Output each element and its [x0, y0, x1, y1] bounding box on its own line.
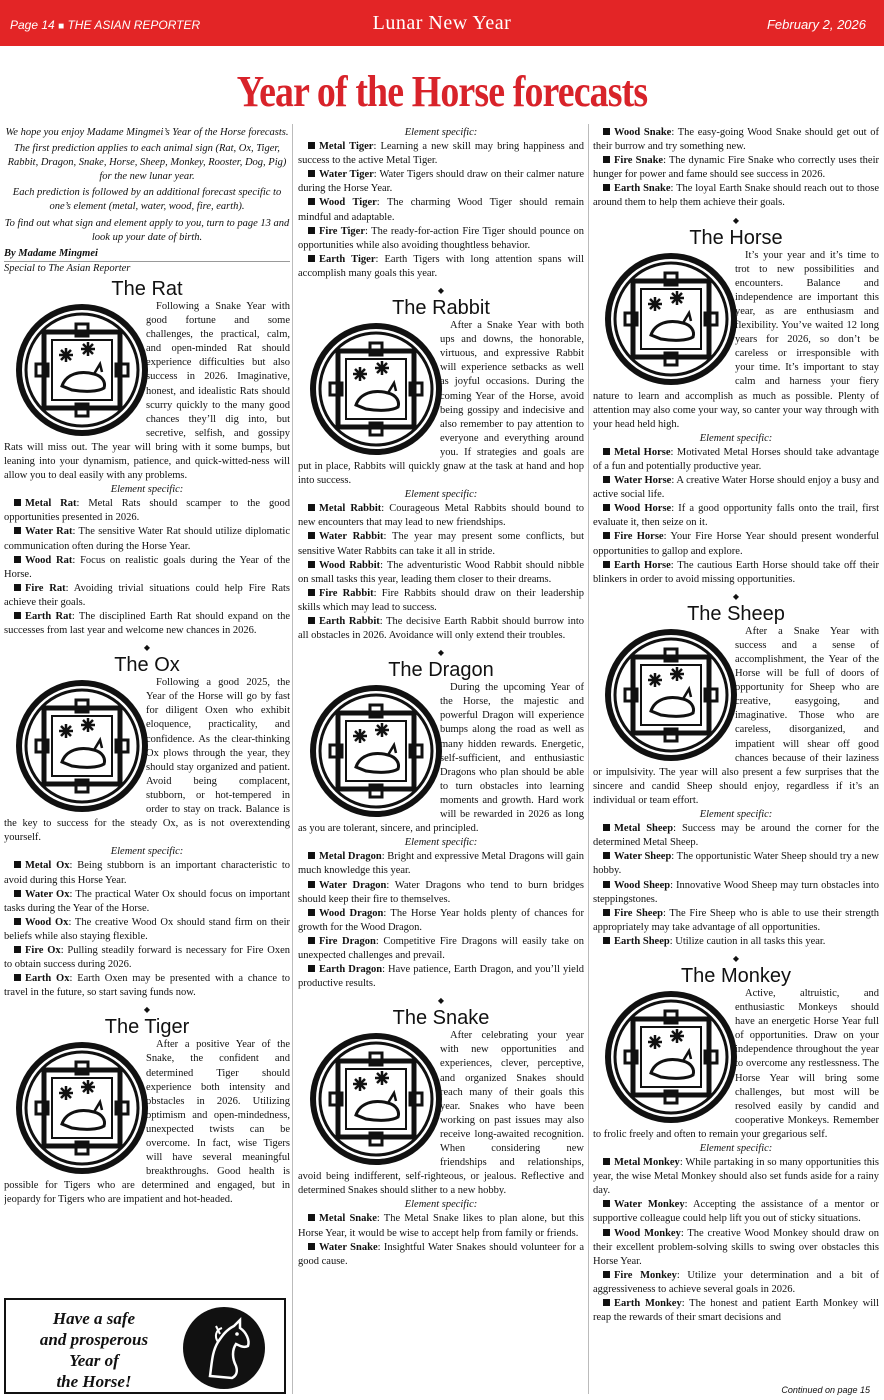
- sign-forecast: Following a Snake Year with good fortune and some challenges, the practical, calm, and open-minded Rat should experience difficulties but also success in 2026. Imaginative, honest, and idealistic Rats should scurry quickly to the many good chances they’ll dig into, but secretive, selfish, and gossipy Rats will miss out. The year will bring with it some bumps, but leaning into your dynamism, patience, and quick-witted-ness will allow you to deal easily with any problems.: [4, 300, 290, 482]
- square-bullet-icon: [603, 184, 610, 191]
- square-bullet-icon: [308, 504, 315, 511]
- divider-diamond-icon: ◆: [437, 648, 445, 658]
- ox-medallion-icon: [4, 678, 140, 814]
- dragon-medallion-icon: [298, 683, 434, 819]
- element-forecast: Water Horse: A creative Water Horse should enjoy a busy and active social life.: [593, 475, 879, 501]
- element-forecast: Earth Sheep: Utilize caution in all tasks this year.: [593, 935, 879, 949]
- square-bullet-icon: [14, 527, 21, 534]
- square-bullet-icon: [308, 227, 315, 234]
- element-forecast: Metal Horse: Motivated Metal Horses should take advantage of a fun and potentially productive year.: [593, 446, 879, 472]
- closing-box: [4, 1298, 286, 1394]
- square-bullet-icon: [308, 965, 315, 972]
- square-bullet-icon: [308, 589, 315, 596]
- element-forecast: Wood Tiger: The charming Wood Tiger should remain mindful and adaptable.: [298, 197, 584, 223]
- horse-medallion-icon: [593, 251, 729, 387]
- element-forecast: Fire Dragon: Competitive Fire Dragons will easily take on unexpected challenges and prevail.: [298, 935, 584, 961]
- sign-rat: [4, 278, 290, 638]
- sign-forecast: It’s your year and it’s time to trot to new possibilities and encounters. Balance and independence are important this year, as are enthusiasm and flexibility. You’ve waited 12 long years for 2026, so don’t be careless or irresponsible with your time. It’s important to stay calm and harness your fiery nature to learn and accomplish as much as possible. Plenty of attention may also come your way, so canter your way through with your head held high.: [593, 249, 879, 430]
- sign-tiger: [4, 1006, 290, 1207]
- square-bullet-icon: [308, 255, 315, 262]
- square-bullet-icon: [603, 1200, 610, 1207]
- sign-title: The Dragon: [388, 659, 494, 682]
- element-forecast: Metal Sheep: Success may be around the corner for the determined Metal Sheep.: [593, 823, 879, 849]
- square-bullet-icon: [308, 937, 315, 944]
- intro-paragraph: We hope you enjoy Madame Mingmei’s Year of the Horse forecasts.: [5, 127, 289, 138]
- element-forecast: Wood Ox: The creative Wood Ox should stand firm on their beliefs while also staying flexible.: [4, 916, 290, 942]
- element-forecast: Metal Monkey: While partaking in so many opportunities this year, the wise Metal Monkey should also set funds aside for a rainy day.: [593, 1157, 879, 1197]
- sign-forecast: After a Snake Year with success and a sense of accomplishment, the Year of the Horse will be full of doors of opportunity for Sheep who are creative, easygoing, and imaginative. Those who are careless, disorganized, and impatient will shear off good chances because of their laziness or impulsivity. The year will also present a few surprises that the sincere and candid Sheep should enjoy, regardless if it’s an individual or team effort.: [593, 625, 879, 806]
- issue-date: February 2, 2026: [766, 17, 866, 32]
- square-bullet-icon: [603, 504, 610, 511]
- square-bullet-icon: [308, 909, 315, 916]
- intro-paragraph: The first prediction applies to each animal sign (Rat, Ox, Tiger, Rabbit, Dragon, Snake, Horse, Sheep, Monkey, Rooster, Dog, Pig) for the new lunar year.: [7, 143, 287, 183]
- element-forecast: Fire Horse: Your Fire Horse Year should present wonderful opportunities to gallop and explore.: [593, 531, 879, 557]
- column-rule: [292, 124, 293, 1394]
- sign-dragon: [298, 649, 584, 991]
- element-forecast: Wood Monkey: The creative Wood Monkey should draw on their excellent problem-solving skills to swing over obstacles this Horse Year.: [593, 1227, 879, 1267]
- element-forecast: Fire Monkey: Utilize your determination and a bit of aggressiveness to achieve several goals in 2026.: [593, 1269, 879, 1295]
- square-bullet-icon: [603, 909, 610, 916]
- square-bullet-icon: [603, 156, 610, 163]
- square-bullet-icon: [308, 142, 315, 149]
- column-rule: [588, 124, 589, 1394]
- square-bullet-icon: [603, 1299, 610, 1306]
- element-specific-label: Element specific:: [404, 127, 478, 138]
- element-specific-label: Element specific:: [404, 1199, 478, 1211]
- sign-title: The Rat: [111, 277, 183, 300]
- divider-diamond-icon: ◆: [732, 953, 740, 963]
- square-bullet-icon: [308, 198, 315, 205]
- sign-title: The Rabbit: [392, 297, 490, 320]
- element-forecast: Water Monkey: Accepting the assistance of a mentor or supportive colleague could help lift you out of sticky situations.: [593, 1199, 879, 1225]
- square-bullet-icon: [308, 617, 315, 624]
- special-credit: Special to The Asian Reporter: [4, 262, 131, 274]
- divider-diamond-icon: ◆: [732, 591, 740, 601]
- sheep-medallion-icon: [593, 627, 729, 763]
- square-bullet-icon: [14, 612, 21, 619]
- square-bullet-icon: [308, 1214, 315, 1221]
- closing-line: Have a safe: [52, 1309, 136, 1328]
- rat-medallion-icon: [4, 302, 140, 438]
- element-specific-label: Element specific:: [699, 432, 773, 444]
- element-forecast: Fire Tiger: The ready-for-action Fire Tiger should pounce on opportunities while also avoiding thoughtless behavior.: [298, 225, 584, 251]
- element-forecast: Fire Rat: Avoiding trivial situations could help Fire Rats achieve their goals.: [4, 582, 290, 608]
- square-bullet-icon: [603, 561, 610, 568]
- sign-title: The Horse: [689, 226, 783, 249]
- sign-title: The Tiger: [104, 1016, 190, 1039]
- sign-forecast: Active, altruistic, and enthusiastic Monkeys should have an energetic Horse Year full of opportunities. Draw on your independence throughout the year to overcome any restlessness. The Horse Year will bring some challenges, but most will be resolved easily by candid and cooperative Monkeys. Remember to frolic freely and often to remain your gregarious self.: [593, 987, 879, 1140]
- column-2: [298, 126, 584, 1400]
- tiger-medallion-icon: [4, 1040, 140, 1176]
- square-bullet-icon: [603, 476, 610, 483]
- sign-forecast: During the upcoming Year of the Horse, the majestic and powerful Dragon will experience bumps along the road as well as many hidden rewards. Energetic, self-sufficient, and enthusiastic Dragons who plan should be able to turn obstacles into learning moments and growth. Hard work will be rewarded in 2026 as long as you are tolerant, sincere, and principled.: [298, 682, 584, 835]
- square-bullet-icon: [603, 532, 610, 539]
- square-bullet-icon: [603, 1229, 610, 1236]
- element-forecast: Fire Rabbit: Fire Rabbits should draw on their leadership skills which may lead to success.: [298, 587, 584, 613]
- sign-title: The Ox: [114, 654, 180, 677]
- column-3: [593, 126, 879, 1388]
- element-specific-label: Element specific:: [110, 484, 184, 496]
- intro: [4, 126, 290, 245]
- square-bullet-icon: [603, 824, 610, 831]
- square-bullet-icon: [308, 561, 315, 568]
- square-bullet-icon: [14, 946, 21, 953]
- divider-diamond-icon: ◆: [437, 996, 445, 1006]
- square-bullet-icon: [14, 584, 21, 591]
- byline: By Madame Mingmei: [4, 247, 290, 262]
- page-banner: [0, 0, 884, 46]
- divider-diamond-icon: ◆: [732, 215, 740, 225]
- closing-line: and prosperous: [39, 1330, 149, 1349]
- square-bullet-icon: [603, 1158, 610, 1165]
- square-bullet-icon: [603, 128, 610, 135]
- divider-diamond-icon: ◆: [437, 286, 445, 296]
- sign-monkey: [593, 955, 879, 1325]
- sign-forecast: After celebrating your year with new opportunities and experiences, clever, perceptive, and organized Snakes should reach many of their goals this year. Snakes who have been working on past issues may also receive long-awaited recognition. When considering new friendships and relationships, avoid being indifferent, self-righteous, or jealous. Reflective and determined Snakes should slither to a new hobby.: [298, 1030, 584, 1197]
- element-forecast: Earth Snake: The loyal Earth Snake should reach out to those around them to help them achieve their goals.: [593, 183, 879, 209]
- column-1: [4, 126, 290, 1290]
- divider-diamond-icon: ◆: [143, 1005, 151, 1015]
- element-forecast: Earth Rat: The disciplined Earth Rat should expand on the successes from last year and welcome new chances in 2026.: [4, 611, 290, 637]
- element-forecast: Wood Rabbit: The adventuristic Wood Rabbit should nibble on small tasks this year, leading them closer to their dreams.: [298, 559, 584, 585]
- element-forecast: Fire Ox: Pulling steadily forward is necessary for Fire Oxen to obtain success during 2026.: [4, 944, 290, 971]
- element-specific-label: Element specific:: [404, 837, 478, 849]
- square-bullet-icon: [14, 556, 21, 563]
- element-forecast: Water Tiger: Water Tigers should draw on their calmer nature during the Horse Year.: [298, 169, 584, 195]
- element-specific-label: Element specific:: [699, 1143, 773, 1154]
- closing-line: Year of: [69, 1351, 119, 1370]
- element-forecast: Earth Horse: The cautious Earth Horse should take off their blinkers in order to avoid missing opportunities.: [593, 559, 879, 585]
- headline: Year of the Horse forecasts: [236, 67, 648, 116]
- closing-message: [14, 1308, 174, 1392]
- element-forecast: Fire Snake: The dynamic Fire Snake who correctly uses their hunger for power and fame should see success in 2026.: [593, 155, 879, 181]
- square-bullet-icon: [14, 861, 21, 868]
- divider-diamond-icon: ◆: [143, 643, 151, 653]
- element-specific-label: Element specific:: [404, 489, 478, 501]
- intro-paragraph: Each prediction is followed by an additional forecast specific to one’s element (metal, water, wood, fire, earth).: [12, 187, 282, 213]
- sign-forecast: After a Snake Year with both ups and downs, the honorable, virtuous, and expressive Rabbit will experience setbacks as well as joyful occasions. During the coming Year of the Horse, avoid being gossipy and indecisive and also remember to pay attention to everyone and everything around you. If strategies and goals are put in place, Rabbits will quickly gnaw at the task at hand and hop into success.: [298, 320, 584, 487]
- intro-paragraph: To find out what sign and element apply to you, turn to page 13 and look up your date of birth.: [4, 217, 290, 243]
- square-bullet-icon: [14, 499, 21, 506]
- sign-snake: [298, 997, 584, 1269]
- element-forecast: Earth Rabbit: The decisive Earth Rabbit should burrow into all obstacles in 2026. Avoidance will only extend their troubles.: [298, 616, 584, 642]
- square-bullet-icon: [14, 918, 21, 925]
- square-bullet-icon: [603, 852, 610, 859]
- element-specific-label: Element specific:: [699, 809, 773, 821]
- square-bullet-icon: [14, 974, 21, 981]
- closing-line: the Horse!: [56, 1372, 132, 1391]
- element-forecast: Metal Ox: Being stubborn is an important characteristic to avoid during this Horse Year.: [4, 860, 290, 886]
- element-forecast: Metal Dragon: Bright and expressive Metal Dragons will gain much knowledge this year.: [298, 851, 584, 877]
- square-bullet-icon: [603, 937, 610, 944]
- element-forecast: Water Rat: The sensitive Water Rat should utilize diplomatic communication often during the Horse Year.: [4, 526, 290, 552]
- element-forecast: Earth Dragon: Have patience, Earth Dragon, and you’ll yield productive results.: [298, 964, 584, 990]
- element-forecast: Water Ox: The practical Water Ox should focus on important tasks during the Year of the Horse.: [4, 888, 290, 914]
- square-bullet-icon: [603, 881, 610, 888]
- sign-forecast: Following a good 2025, the Year of the Horse will go by fast for diligent Oxen who exhibit eloquence, practicality, and confidence. As the clear-thinking Ox plows through the year, they should stay organized and patient. Avoid being complacent, stubborn, or hot-tempered in order to stay on track. Balance is the key to success for the steady Ox, as is not overextending yourself.: [4, 677, 290, 844]
- element-forecast: Wood Snake: The easy-going Wood Snake should get out of their burrow and try something new.: [593, 127, 879, 153]
- sign-sheep: [593, 593, 879, 949]
- square-bullet-icon: [308, 532, 315, 539]
- element-forecast: Metal Rat: Metal Rats should scamper to the good opportunities presented in 2026.: [4, 498, 290, 524]
- sign-title: The Snake: [392, 1007, 490, 1030]
- continued-note: Continued on page 15: [781, 1385, 870, 1395]
- square-bullet-icon: [308, 170, 315, 177]
- element-forecast: Water Dragon: Water Dragons who tend to burn bridges should keep their fire to themselves.: [298, 879, 584, 905]
- element-forecast: Water Snake: Insightful Water Snakes should volunteer for a good cause.: [298, 1241, 584, 1267]
- element-forecast: Wood Horse: If a good opportunity falls onto the trail, first evaluate it, then seize on it.: [593, 503, 879, 529]
- square-bullet-icon: [308, 852, 315, 859]
- element-forecast: Earth Ox: Earth Oxen may be presented with a chance to travel in the future, so start saving funds now.: [4, 973, 290, 999]
- square-bullet-icon: [308, 881, 315, 888]
- element-forecast: Metal Snake: The Metal Snake likes to plan alone, but this Horse Year, it would be wise to accept help from family or friends.: [298, 1213, 584, 1239]
- page-folio: Page 14 ■ THE ASIAN REPORTER: [10, 18, 201, 32]
- element-forecast: Fire Sheep: The Fire Sheep who is able to use their strength appropriately may take advantage of all opportunities.: [593, 907, 879, 933]
- sign-ox: [4, 644, 290, 1000]
- element-forecast: Earth Tiger: Earth Tigers with long attention spans will accomplish many goals this year.: [298, 253, 584, 279]
- sign-snake-elements: [593, 126, 879, 211]
- element-specific-label: Element specific:: [110, 846, 184, 858]
- horse-head-icon: [182, 1306, 266, 1390]
- square-bullet-icon: [14, 890, 21, 897]
- element-forecast: Water Rabbit: The year may present some conflicts, but sensitive Water Rabbits can take it all in stride.: [298, 531, 584, 557]
- element-forecast: Water Sheep: The opportunistic Water Sheep should try a new hobby.: [593, 851, 879, 877]
- element-forecast: Wood Sheep: Innovative Wood Sheep may turn obstacles into steppingstones.: [593, 879, 879, 905]
- sign-tiger-elements: [298, 126, 584, 281]
- section-title: Lunar New Year: [372, 12, 512, 34]
- square-bullet-icon: [308, 1243, 315, 1250]
- sign-title: The Monkey: [680, 964, 792, 987]
- sign-title: The Sheep: [687, 602, 785, 625]
- rabbit-medallion-icon: [298, 321, 434, 457]
- sign-horse: [593, 217, 879, 587]
- monkey-medallion-icon: [593, 989, 729, 1125]
- element-forecast: Earth Monkey: The honest and patient Earth Monkey will reap the rewards of their smart decisions and: [593, 1298, 879, 1324]
- square-bullet-icon: [603, 448, 610, 455]
- element-forecast: Wood Dragon: The Horse Year holds plenty of chances for growth for the Wood Dragon.: [298, 907, 584, 933]
- element-forecast: Metal Tiger: Learning a new skill may bring happiness and success to the active Metal Tiger.: [298, 141, 584, 167]
- sign-rabbit: [298, 287, 584, 643]
- snake-medallion-icon: [298, 1031, 434, 1167]
- square-bullet-icon: [603, 1271, 610, 1278]
- element-forecast: Metal Rabbit: Courageous Metal Rabbits should bound to new encounters that may lead to new friendships.: [298, 503, 584, 529]
- sign-forecast: After a positive Year of the Snake, the confident and determined Tiger should experience both intensity and obstacles in 2026. Utilizing optimism and open-mindedness, unexpected twists can be overcome. In fact, wise Tigers will have several meaningful breakthroughs. Good health is possible for Tigers who are determined and engaged, but in jeopardy for Tigers who are impatient and hot-headed.: [4, 1039, 290, 1206]
- element-forecast: Wood Rat: Focus on realistic goals during the Year of the Horse.: [4, 554, 290, 580]
